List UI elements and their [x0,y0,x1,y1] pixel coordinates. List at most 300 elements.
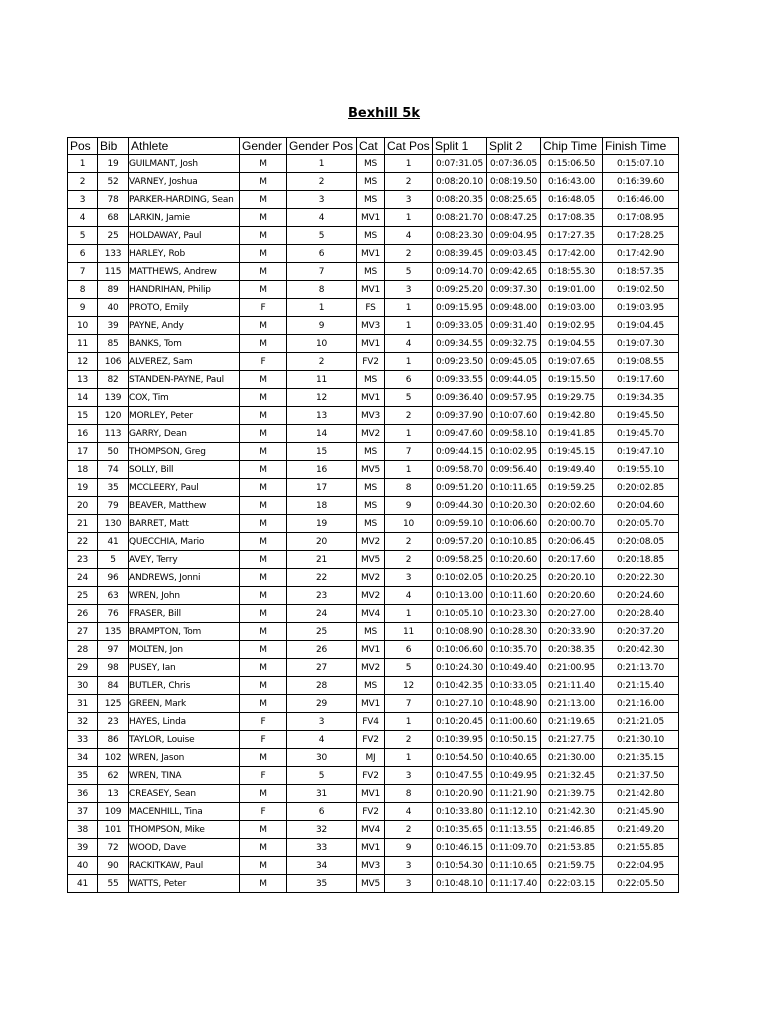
cell-cat-pos: 2 [385,407,433,425]
cell-cat: MV1 [357,209,385,227]
table-row [68,443,679,461]
cell-athlete: GARRY, Dean [129,425,240,443]
cell-athlete: CREASEY, Sean [129,785,240,803]
cell-gender-pos: 26 [287,641,357,659]
cell-split-1: 0:09:44.15 [433,443,487,461]
cell-bib: 86 [98,731,129,749]
cell-bib: 101 [98,821,129,839]
cell-athlete: MCCLEERY, Paul [129,479,240,497]
cell-pos: 13 [68,371,98,389]
cell-pos: 19 [68,479,98,497]
cell-pos: 18 [68,461,98,479]
cell-athlete: HAYES, Linda [129,713,240,731]
cell-finish-time: 0:19:17.60 [603,371,679,389]
cell-cat-pos: 1 [385,461,433,479]
cell-finish-time: 0:21:16.00 [603,695,679,713]
cell-gender: F [240,803,287,821]
cell-split-1: 0:10:33.80 [433,803,487,821]
cell-gender: M [240,605,287,623]
cell-split-1: 0:08:20.35 [433,191,487,209]
cell-chip-time: 0:20:06.45 [541,533,603,551]
cell-chip-time: 0:20:20.10 [541,569,603,587]
cell-athlete: HANDRIHAN, Philip [129,281,240,299]
cell-gender: M [240,839,287,857]
cell-gender: M [240,821,287,839]
cell-bib: 115 [98,263,129,281]
cell-bib: 5 [98,551,129,569]
column-header-gender: Gender [240,138,287,155]
cell-athlete: SOLLY, Bill [129,461,240,479]
cell-gender-pos: 34 [287,857,357,875]
cell-cat: FV2 [357,803,385,821]
cell-gender-pos: 10 [287,335,357,353]
cell-cat-pos: 4 [385,587,433,605]
cell-finish-time: 0:21:49.20 [603,821,679,839]
cell-pos: 8 [68,281,98,299]
cell-chip-time: 0:20:33.90 [541,623,603,641]
cell-split-2: 0:10:06.60 [487,515,541,533]
table-row [68,857,679,875]
cell-cat-pos: 9 [385,497,433,515]
cell-chip-time: 0:19:29.75 [541,389,603,407]
cell-finish-time: 0:19:02.50 [603,281,679,299]
cell-split-1: 0:10:42.35 [433,677,487,695]
cell-split-1: 0:10:47.55 [433,767,487,785]
cell-athlete: BRAMPTON, Tom [129,623,240,641]
cell-bib: 50 [98,443,129,461]
cell-pos: 4 [68,209,98,227]
cell-cat-pos: 1 [385,317,433,335]
cell-cat: MJ [357,749,385,767]
cell-gender-pos: 29 [287,695,357,713]
cell-chip-time: 0:20:00.70 [541,515,603,533]
cell-cat-pos: 12 [385,677,433,695]
cell-athlete: BEAVER, Matthew [129,497,240,515]
cell-gender: M [240,533,287,551]
cell-athlete: GUILMANT, Josh [129,155,240,173]
cell-gender: M [240,407,287,425]
results-table [67,137,679,893]
cell-cat: MS [357,263,385,281]
cell-chip-time: 0:17:08.35 [541,209,603,227]
cell-gender: M [240,317,287,335]
cell-chip-time: 0:21:19.65 [541,713,603,731]
cell-cat: FV2 [357,731,385,749]
cell-split-1: 0:09:23.50 [433,353,487,371]
cell-gender: M [240,515,287,533]
cell-chip-time: 0:22:03.15 [541,875,603,893]
cell-split-1: 0:09:34.55 [433,335,487,353]
cell-gender-pos: 14 [287,425,357,443]
cell-bib: 78 [98,191,129,209]
cell-athlete: WOOD, Dave [129,839,240,857]
cell-bib: 76 [98,605,129,623]
cell-split-1: 0:10:02.05 [433,569,487,587]
column-header-split-1: Split 1 [433,138,487,155]
cell-cat: MV4 [357,821,385,839]
cell-gender-pos: 1 [287,155,357,173]
cell-chip-time: 0:21:42.30 [541,803,603,821]
cell-gender: M [240,659,287,677]
cell-chip-time: 0:20:27.00 [541,605,603,623]
cell-bib: 39 [98,317,129,335]
cell-gender: M [240,857,287,875]
cell-cat: MV3 [357,407,385,425]
table-row [68,803,679,821]
table-row [68,497,679,515]
cell-bib: 102 [98,749,129,767]
table-row [68,659,679,677]
cell-finish-time: 0:21:42.80 [603,785,679,803]
table-row [68,479,679,497]
table-row [68,785,679,803]
cell-split-2: 0:10:11.65 [487,479,541,497]
cell-athlete: WREN, TINA [129,767,240,785]
cell-cat: MV1 [357,839,385,857]
cell-athlete: WATTS, Peter [129,875,240,893]
cell-chip-time: 0:21:32.45 [541,767,603,785]
cell-split-2: 0:09:48.00 [487,299,541,317]
cell-pos: 28 [68,641,98,659]
cell-bib: 63 [98,587,129,605]
cell-cat: MV2 [357,533,385,551]
cell-cat: MV2 [357,659,385,677]
cell-chip-time: 0:21:39.75 [541,785,603,803]
column-header-chip-time: Chip Time [541,138,603,155]
cell-chip-time: 0:19:04.55 [541,335,603,353]
cell-gender: M [240,569,287,587]
cell-bib: 52 [98,173,129,191]
table-row [68,551,679,569]
cell-athlete: PAYNE, Andy [129,317,240,335]
cell-pos: 9 [68,299,98,317]
cell-chip-time: 0:20:20.60 [541,587,603,605]
cell-gender-pos: 22 [287,569,357,587]
cell-chip-time: 0:21:46.85 [541,821,603,839]
cell-split-2: 0:10:23.30 [487,605,541,623]
cell-split-1: 0:10:20.45 [433,713,487,731]
cell-cat: MV2 [357,587,385,605]
cell-finish-time: 0:21:15.40 [603,677,679,695]
cell-split-1: 0:09:33.05 [433,317,487,335]
cell-chip-time: 0:21:59.75 [541,857,603,875]
table-row [68,569,679,587]
cell-gender: M [240,443,287,461]
cell-split-2: 0:11:17.40 [487,875,541,893]
cell-chip-time: 0:16:48.05 [541,191,603,209]
cell-pos: 33 [68,731,98,749]
cell-finish-time: 0:22:04.95 [603,857,679,875]
cell-athlete: MORLEY, Peter [129,407,240,425]
cell-split-1: 0:10:06.60 [433,641,487,659]
cell-split-2: 0:10:11.60 [487,587,541,605]
column-header-cat-pos: Cat Pos [385,138,433,155]
cell-chip-time: 0:19:01.00 [541,281,603,299]
cell-split-2: 0:09:58.10 [487,425,541,443]
cell-finish-time: 0:20:04.60 [603,497,679,515]
cell-pos: 41 [68,875,98,893]
cell-cat: MV3 [357,317,385,335]
table-row [68,749,679,767]
table-row [68,209,679,227]
cell-athlete: STANDEN-PAYNE, Paul [129,371,240,389]
cell-bib: 85 [98,335,129,353]
cell-gender-pos: 18 [287,497,357,515]
cell-finish-time: 0:19:34.35 [603,389,679,407]
cell-athlete: WREN, Jason [129,749,240,767]
cell-split-1: 0:10:20.90 [433,785,487,803]
cell-chip-time: 0:20:17.60 [541,551,603,569]
cell-pos: 5 [68,227,98,245]
cell-pos: 20 [68,497,98,515]
cell-cat-pos: 2 [385,245,433,263]
cell-finish-time: 0:20:02.85 [603,479,679,497]
cell-split-2: 0:10:49.95 [487,767,541,785]
cell-cat: MV1 [357,785,385,803]
cell-chip-time: 0:16:43.00 [541,173,603,191]
cell-cat-pos: 5 [385,389,433,407]
cell-chip-time: 0:17:27.35 [541,227,603,245]
cell-finish-time: 0:17:28.25 [603,227,679,245]
cell-cat-pos: 4 [385,803,433,821]
cell-gender: F [240,353,287,371]
cell-gender: M [240,677,287,695]
cell-finish-time: 0:20:28.40 [603,605,679,623]
table-row [68,389,679,407]
cell-bib: 55 [98,875,129,893]
cell-finish-time: 0:19:08.55 [603,353,679,371]
cell-finish-time: 0:19:55.10 [603,461,679,479]
table-row [68,587,679,605]
table-row [68,641,679,659]
table-row [68,263,679,281]
cell-athlete: PUSEY, Ian [129,659,240,677]
cell-chip-time: 0:19:03.00 [541,299,603,317]
cell-pos: 25 [68,587,98,605]
cell-cat: MS [357,371,385,389]
column-header-split-2: Split 2 [487,138,541,155]
cell-chip-time: 0:21:27.75 [541,731,603,749]
table-row [68,353,679,371]
cell-gender: F [240,299,287,317]
cell-bib: 98 [98,659,129,677]
cell-split-2: 0:10:28.30 [487,623,541,641]
cell-split-2: 0:09:32.75 [487,335,541,353]
cell-pos: 26 [68,605,98,623]
cell-split-2: 0:09:45.05 [487,353,541,371]
cell-bib: 113 [98,425,129,443]
cell-finish-time: 0:19:45.50 [603,407,679,425]
cell-gender-pos: 5 [287,227,357,245]
table-row [68,839,679,857]
cell-split-1: 0:10:05.10 [433,605,487,623]
cell-gender: M [240,209,287,227]
cell-gender-pos: 4 [287,209,357,227]
cell-chip-time: 0:21:00.95 [541,659,603,677]
cell-gender: M [240,191,287,209]
cell-pos: 34 [68,749,98,767]
header-row [68,138,679,155]
cell-gender: M [240,227,287,245]
cell-gender-pos: 3 [287,713,357,731]
cell-split-2: 0:08:47.25 [487,209,541,227]
cell-athlete: RACKITKAW, Paul [129,857,240,875]
cell-split-2: 0:09:42.65 [487,263,541,281]
cell-finish-time: 0:21:30.10 [603,731,679,749]
cell-bib: 130 [98,515,129,533]
table-row [68,713,679,731]
cell-cat: MV1 [357,335,385,353]
cell-cat-pos: 1 [385,713,433,731]
cell-gender-pos: 8 [287,281,357,299]
cell-split-1: 0:09:57.20 [433,533,487,551]
cell-bib: 13 [98,785,129,803]
cell-gender-pos: 1 [287,299,357,317]
cell-pos: 14 [68,389,98,407]
cell-cat: MV2 [357,569,385,587]
cell-athlete: MACENHILL, Tina [129,803,240,821]
cell-cat-pos: 3 [385,857,433,875]
cell-bib: 72 [98,839,129,857]
cell-split-2: 0:11:12.10 [487,803,541,821]
cell-split-2: 0:10:20.25 [487,569,541,587]
cell-cat: MS [357,677,385,695]
cell-bib: 135 [98,623,129,641]
cell-athlete: WREN, John [129,587,240,605]
cell-cat-pos: 8 [385,479,433,497]
cell-bib: 62 [98,767,129,785]
cell-split-2: 0:09:57.95 [487,389,541,407]
cell-split-1: 0:10:48.10 [433,875,487,893]
cell-athlete: BUTLER, Chris [129,677,240,695]
cell-split-1: 0:09:36.40 [433,389,487,407]
cell-split-1: 0:08:21.70 [433,209,487,227]
cell-gender-pos: 15 [287,443,357,461]
cell-gender: M [240,749,287,767]
cell-cat: MV1 [357,695,385,713]
cell-finish-time: 0:19:45.70 [603,425,679,443]
cell-pos: 40 [68,857,98,875]
cell-cat: MS [357,191,385,209]
cell-finish-time: 0:20:22.30 [603,569,679,587]
cell-finish-time: 0:18:57.35 [603,263,679,281]
cell-split-1: 0:10:08.90 [433,623,487,641]
table-row [68,425,679,443]
table-row [68,767,679,785]
cell-pos: 37 [68,803,98,821]
table-row [68,821,679,839]
cell-pos: 7 [68,263,98,281]
cell-split-1: 0:09:25.20 [433,281,487,299]
cell-athlete: AVEY, Terry [129,551,240,569]
page-title: Bexhill 5k [348,106,420,121]
cell-chip-time: 0:19:02.95 [541,317,603,335]
cell-split-2: 0:11:00.60 [487,713,541,731]
cell-bib: 125 [98,695,129,713]
cell-cat: MV5 [357,461,385,479]
cell-finish-time: 0:17:08.95 [603,209,679,227]
cell-split-2: 0:11:21.90 [487,785,541,803]
cell-cat-pos: 2 [385,173,433,191]
cell-gender-pos: 25 [287,623,357,641]
cell-split-2: 0:10:50.15 [487,731,541,749]
cell-split-2: 0:10:10.85 [487,533,541,551]
cell-cat-pos: 1 [385,749,433,767]
cell-gender-pos: 27 [287,659,357,677]
cell-finish-time: 0:21:21.05 [603,713,679,731]
table-row [68,533,679,551]
cell-athlete: THOMPSON, Greg [129,443,240,461]
cell-cat-pos: 1 [385,425,433,443]
cell-finish-time: 0:22:05.50 [603,875,679,893]
cell-chip-time: 0:20:02.60 [541,497,603,515]
cell-split-1: 0:08:20.10 [433,173,487,191]
cell-gender-pos: 17 [287,479,357,497]
cell-chip-time: 0:21:13.00 [541,695,603,713]
cell-cat-pos: 1 [385,605,433,623]
cell-cat: MS [357,623,385,641]
cell-cat-pos: 3 [385,191,433,209]
cell-split-1: 0:09:37.90 [433,407,487,425]
table-row [68,731,679,749]
cell-gender: M [240,497,287,515]
cell-cat-pos: 3 [385,281,433,299]
cell-cat: MS [357,227,385,245]
cell-athlete: MATTHEWS, Andrew [129,263,240,281]
cell-pos: 15 [68,407,98,425]
cell-gender-pos: 23 [287,587,357,605]
cell-bib: 84 [98,677,129,695]
cell-pos: 11 [68,335,98,353]
cell-bib: 97 [98,641,129,659]
table-row [68,227,679,245]
cell-bib: 120 [98,407,129,425]
cell-bib: 74 [98,461,129,479]
cell-athlete: COX, Tim [129,389,240,407]
cell-pos: 22 [68,533,98,551]
cell-split-2: 0:09:03.45 [487,245,541,263]
cell-cat: MS [357,155,385,173]
cell-cat: FV2 [357,767,385,785]
cell-split-1: 0:10:46.15 [433,839,487,857]
cell-split-2: 0:10:07.60 [487,407,541,425]
cell-cat-pos: 1 [385,299,433,317]
cell-split-2: 0:10:48.90 [487,695,541,713]
cell-finish-time: 0:21:55.85 [603,839,679,857]
cell-athlete: BANKS, Tom [129,335,240,353]
cell-gender-pos: 28 [287,677,357,695]
cell-cat-pos: 1 [385,353,433,371]
cell-split-2: 0:08:19.50 [487,173,541,191]
cell-split-1: 0:09:47.60 [433,425,487,443]
cell-cat: MV1 [357,281,385,299]
cell-gender-pos: 12 [287,389,357,407]
cell-pos: 32 [68,713,98,731]
cell-gender: M [240,425,287,443]
table-row [68,245,679,263]
cell-cat: FV4 [357,713,385,731]
cell-split-1: 0:10:39.95 [433,731,487,749]
table-row [68,191,679,209]
column-header-gender-pos: Gender Pos [287,138,357,155]
cell-bib: 79 [98,497,129,515]
cell-split-2: 0:10:20.30 [487,497,541,515]
table-row [68,155,679,173]
cell-finish-time: 0:20:05.70 [603,515,679,533]
cell-chip-time: 0:19:45.15 [541,443,603,461]
cell-finish-time: 0:20:24.60 [603,587,679,605]
cell-gender-pos: 2 [287,353,357,371]
